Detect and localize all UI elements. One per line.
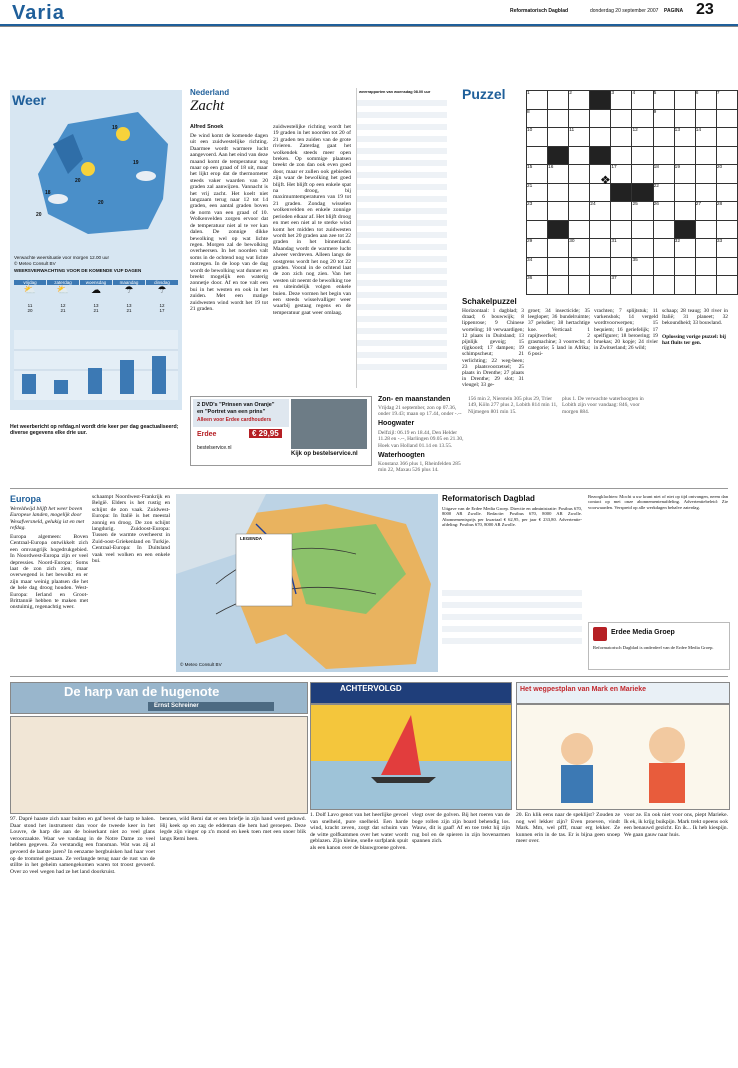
forecast-high: 21 [60, 308, 66, 313]
forecast-high: 20 [27, 308, 33, 313]
grid-cell[interactable]: 7 [716, 91, 737, 110]
puzzle-ornament-icon: ❖ [600, 173, 611, 187]
story-column: 1. Dolf Lavo genot van het heerlijke gevoel van snelheid, pure snelheid. Een harde wind, kracht zeven, zorgt dat schuim van de witte golfkammen over het water wordt geblazen. Zijn kleine, snelle surfplank spuit als een kanon over de blauwgroene golven. [310, 812, 408, 851]
grid-cell[interactable]: 16 [548, 165, 569, 184]
grid-cell[interactable] [695, 165, 716, 184]
grid-cell[interactable] [569, 146, 590, 165]
advertisement[interactable] [190, 396, 372, 466]
grid-cell[interactable] [632, 109, 653, 128]
table-title: weerrapporten van woensdag 08.00 uur [359, 90, 431, 94]
schakel-title: Schakelpuzzel [462, 297, 517, 306]
europa-lead: Wereldwijd blijft het weer boven Europese landen, mogelijk door Wesafversneld, gelukig ist en met refdag. [10, 506, 85, 532]
table-row [357, 364, 447, 370]
forecast-day-label: dinsdag [146, 280, 178, 285]
grid-cell[interactable] [653, 239, 674, 258]
section-title: Varia [12, 2, 65, 24]
erdee-logo-box [588, 622, 730, 670]
grid-cell[interactable] [548, 202, 569, 221]
forecast-day [47, 280, 79, 313]
partly-cloudy-icon: ⛅ [23, 285, 37, 296]
grid-cell[interactable]: 11 [569, 128, 590, 147]
table-row [357, 292, 447, 298]
strip-title: De harp van de hugenote [64, 684, 220, 699]
grid-cell[interactable]: 37 [611, 276, 632, 295]
erdee-logo-desc: Reformatorisch Dagblad is onderdeel van de Erdee Media Groep. [593, 645, 714, 650]
ad-brand: Erdee [197, 431, 217, 438]
grid-cell[interactable]: 1 [527, 91, 548, 110]
grid-cell[interactable]: 17 [611, 165, 632, 184]
grid-cell[interactable] [611, 220, 632, 239]
forecast-day [146, 280, 178, 313]
grid-cell[interactable] [695, 183, 716, 202]
map-temp: 20 [75, 178, 81, 184]
map-note: Verwachte weersituatie voor morgen 12.00 uur [14, 255, 109, 260]
table-row [442, 626, 582, 632]
grid-cell[interactable] [611, 128, 632, 147]
table-row [357, 268, 447, 274]
grid-cell[interactable] [695, 109, 716, 128]
grid-cell[interactable]: 28 [716, 202, 737, 221]
grid-cell [590, 146, 611, 165]
crossword-grid[interactable] [526, 90, 738, 295]
forecast-title: WEERSVERWACHTING VOOR DE KOMENDE VIJF DAGEN [14, 268, 142, 273]
strip-illustration [517, 705, 729, 809]
grid-cell[interactable] [569, 202, 590, 221]
table-row [357, 208, 447, 214]
forecast-day [80, 280, 112, 313]
grid-cell[interactable] [695, 257, 716, 276]
grid-cell[interactable]: 26 [653, 202, 674, 221]
grid-cell[interactable] [632, 276, 653, 295]
grid-cell[interactable]: 34 [527, 257, 548, 276]
weather-note: Het weerbericht op refdag.nl wordt drie keer per dag geactualiseerd; diverse gegevens elke drie uur. [10, 424, 179, 436]
grid-cell[interactable] [548, 183, 569, 202]
table-row [357, 328, 447, 334]
character-face [561, 733, 593, 765]
rain-bar [22, 374, 36, 394]
grid-cell[interactable] [632, 165, 653, 184]
grid-cell[interactable]: 22 [653, 183, 674, 202]
table-row [357, 220, 447, 226]
story-column: 20. En klik eens naar de speklijst? Zouden ze nog wel lekker zijn? Even proeven, vindt Mark. Mm, wel pfff, maar erg lekker. Ze kunnen erin in de tas. Er is bijna geen snoep meer over. [516, 812, 620, 845]
grid-cell[interactable] [674, 109, 695, 128]
grid-cell[interactable] [632, 239, 653, 258]
strip-author: Ernst Schreiner [148, 702, 274, 711]
map-temp: 20 [36, 212, 42, 218]
grid-cell [611, 183, 632, 202]
nederland-kicker: Nederland [190, 88, 230, 97]
grid-cell[interactable]: 20 [716, 165, 737, 184]
grid-cell[interactable]: 36 [527, 276, 548, 295]
table-row [357, 244, 447, 250]
zon-column: 156 min 2, Nierstein 305 plus 29, Trier 149, Köln 277 plus 2, Lobith 814 min 11, Nijmegen 801 min 15. [468, 396, 558, 415]
table-row [357, 100, 447, 106]
table-row [357, 256, 447, 262]
sun-icon [81, 162, 95, 176]
legend-title: LEGENDA [240, 536, 263, 541]
grid-cell[interactable] [548, 257, 569, 276]
forecast-low: 12 [60, 303, 66, 308]
grid-cell[interactable]: 12 [632, 128, 653, 147]
grid-cell[interactable]: 10 [527, 128, 548, 147]
header-rule [0, 24, 738, 26]
grid-cell[interactable] [548, 239, 569, 258]
grid-cell[interactable]: 8 [527, 109, 548, 128]
five-day-forecast [14, 280, 178, 404]
sun-icon [116, 127, 130, 141]
grid-cell[interactable] [674, 257, 695, 276]
table-rows [357, 96, 447, 386]
grid-cell [548, 220, 569, 239]
grid-cell[interactable]: 21 [527, 183, 548, 202]
table-row [442, 614, 582, 620]
table-row [357, 352, 447, 358]
ad-headline: en "Portret van een prins" [197, 409, 266, 415]
grid-cell[interactable] [695, 146, 716, 165]
strip-title: ACHTERVOLGD [340, 684, 402, 693]
article-column: De wind komt de komende dagen uit een zuidwestelijke richting. Daarmee wordt warmere lucht aangevoerd. Aan het eind van deze maand komt de temperatuur nog maar op een graad of 18 uit, maar het lijkt erop dat de thermometer steeds vaker waarden van 20 graden zal aanwijzen. Vannacht is het vrij zacht. Het koelt niet langzaam terug naar 12 tot 14 graden, een aantal graden boven de norm van een graad of 10. Wolkenvelden zorgen ervoor dat de temperatuur niet al te ver kan dalen. De zonnige dikke bewolking wel op wat lichte regen. Morgen zal de bewolking overheersen. In het noorden valt soms in de ochtend nog wat lichte motregen. In de loop van de dag wordt de bewolking wat dunner en breekt mogelijk een waterig zonnetje door. Af en toe valt een bui in het westen en ook in het zuiden. Met een matige zuidwesten wind wordt het 19 tot 21 graden. [190, 133, 268, 312]
story-column: bennen, wild Remi dat er een briefje in zijn hand werd geduwd. Hij keek op en zag de eddeman die hem had geroepen. Deze legde zijn vinger op z'n mond en keek toen met een snoer blik langs Remi heen. [160, 816, 306, 842]
grid-cell[interactable] [569, 220, 590, 239]
erdee-logo-text: Erdee Media Groep [611, 629, 675, 636]
waterhoogten-title: Waterhoogten [378, 452, 425, 459]
ad-headline: 2 DVD's "Prinsen van Oranje" [197, 402, 275, 408]
forecast-day [113, 280, 145, 313]
strip-panel [310, 704, 512, 810]
article-column: zuidwestelijke richting wordt het 19 graden in het noorden tot 20 of 21 graden ten zuiden van de grote rivieren. Zaterdag gaat het wolkendek steeds meer open breken. Op sommige plaatsen breekt de zon dan ook even goed door, maar er zullen ook gebieden zijn waar de bewolking het goed blijft. Het blijft op een enkele spat na droog, bij maximumtemperaturen van 19 tot 21 graden. Zondag wisselen wolkenvelden en enkele zonnige perioden elkaar af. Het blijft droog en met een niet al te sterke wind komt het midden tot zuidwesten wordt het 20 graden aan zee tot 22 graden in het binnenland. Maandag wordt de warmere lucht alweer verdreven. Alleen langs de oostgrens wordt het nog 20 tot 22 graden. Vooral in de ochtend laat de zon zich nog zien. Van het westen uit neemt de bewolking toe en uiteindelijk volgen enkele buien. Deze vormen het begin van een steeds wisselvalliger weer waarbij gestaag regens en de temperatuur gaat weer omlaag. [273, 124, 351, 316]
hoogwater-text: Delfzijl: 06.19 en 18.44, Den Helder 11.28 en -.--, Harlingen 09.05 en 21.30, Hoek van Holland 01.14 en 13.55. [378, 430, 464, 449]
table-row [357, 196, 447, 202]
grid-cell[interactable] [611, 109, 632, 128]
grid-cell[interactable] [590, 257, 611, 276]
grid-cell[interactable]: 30 [569, 239, 590, 258]
story-column: 97. Dapré haaste zich naar buiten en gaf bevel de harp te halen. Daar stond het instrument dan voor de tweede keer in het Louvre, de harp die aan de boiserkant niet zo veel glans veroorzaakte. Waar we vandaag in de Notre Dame zo veel hebben gegeven. Zo verstandig een fransman. Wat was zij al gevoerd de laatste jaren? In eenzame bergbuisken had haar voet op de trommel gestaan. Ze verlangde terug naar de rust van de stillte in het geheim samengekomen waren tot troost gevoerd. Over zo veel wegen had ze het land doorkruist. [10, 816, 155, 875]
map-temp: 19 [133, 160, 139, 166]
character-face [649, 727, 685, 763]
ad-subline: Alleen voor Erdee cardhouders [197, 417, 272, 423]
grid-cell[interactable] [716, 128, 737, 147]
grid-cell [548, 146, 569, 165]
table-row [442, 602, 582, 608]
grid-cell[interactable]: 4 [632, 91, 653, 110]
grid-cell[interactable] [653, 128, 674, 147]
table-row [357, 136, 447, 142]
grid-cell[interactable] [653, 146, 674, 165]
page-number: 23 [696, 1, 714, 18]
grid-cell[interactable] [674, 91, 695, 110]
rain-bar [152, 356, 166, 394]
grid-cell[interactable] [590, 276, 611, 295]
grid-cell [632, 183, 653, 202]
weather-report-table [356, 88, 447, 388]
puzzle-clues: schaap; 28 teaug; 30 river in Italië; 31 planeet; 32 bekoundheid; 33 bouwland. [662, 308, 728, 327]
section-divider [10, 488, 728, 489]
grid-cell[interactable]: 3 [611, 91, 632, 110]
story-column: vlegt over de golven. Bij het roeren van de boge rollen zijn zijn board behendig los. Wauw, dit is gaaf! Af en toe trekt hij zijn rug bol en de spieren in zijn bovenarmen spannen zich. [412, 812, 510, 845]
partly-cloudy-icon: ⛅ [56, 285, 70, 296]
article-title: Zacht [190, 98, 225, 114]
table-row [357, 148, 447, 154]
cloud-icon: ☁ [91, 285, 101, 296]
grid-cell[interactable]: 6 [695, 91, 716, 110]
forecast-high: 17 [159, 308, 165, 313]
grid-cell[interactable]: 33 [716, 239, 737, 258]
forecast-low: 11 [27, 303, 33, 308]
strip-panel [10, 716, 308, 814]
table-row [357, 280, 447, 286]
grid-cell[interactable] [695, 276, 716, 295]
grid-cell[interactable] [674, 276, 695, 295]
character-body [649, 763, 685, 803]
table-row [357, 160, 447, 166]
forecast-high: 21 [93, 308, 99, 313]
table-row [442, 638, 582, 644]
grid-cell[interactable] [716, 257, 737, 276]
forecast-low: 13 [93, 303, 99, 308]
table-row [442, 590, 582, 596]
character-body [561, 765, 593, 803]
forecast-high: 21 [126, 308, 132, 313]
map-credit: © Meteo Consult BV [14, 261, 56, 266]
grid-cell [590, 91, 611, 110]
grid-cell[interactable] [674, 202, 695, 221]
grid-cell[interactable]: 32 [674, 239, 695, 258]
grid-cell[interactable] [653, 220, 674, 239]
story-column: voor ze. En ook niet voor ons, piept Marieke. Ik ek, ik krijg buikpijn. Mark trekt opeens ook een benauwd gezicht. En ik... Ik heb kiespijn. We gaan gauw naar huis. [624, 812, 728, 838]
issue-date: donderdag 20 september 2007 [590, 8, 659, 14]
rain-icon: ☂ [124, 285, 134, 296]
grid-cell[interactable] [674, 146, 695, 165]
table-row [357, 304, 447, 310]
grid-cell[interactable]: 31 [611, 239, 632, 258]
grid-cell[interactable]: 27 [695, 202, 716, 221]
strip-panel [516, 704, 730, 810]
colofon-text: Bezorgklachten: Mocht u uw krant niet of niet op tijd ontvangen, neem dan contact op met onze abonnementenafdeling. Advertentiebeleid: Zie voorwaarden. Verspreid op alle werkdagen behalve zaterdag. [588, 494, 728, 510]
ad-cta[interactable]: Kijk op bestelservice.nl [291, 451, 358, 457]
grid-cell[interactable] [716, 109, 737, 128]
colofon-title: Reformatorisch Dagblad [442, 494, 535, 503]
table-row [357, 112, 447, 118]
sail [381, 715, 421, 775]
grid-cell[interactable] [590, 239, 611, 258]
section-divider [10, 676, 728, 677]
page-label: PAGINA [664, 8, 684, 14]
forecast-graphics [14, 330, 178, 400]
cloud-icon [48, 194, 68, 204]
grid-cell[interactable] [548, 276, 569, 295]
puzzle-title: Puzzel [462, 86, 506, 102]
grid-cell[interactable] [611, 257, 632, 276]
grid-cell [674, 220, 695, 239]
grid-cell[interactable] [653, 276, 674, 295]
table-row [357, 340, 447, 346]
europa-column: Europa algemeen: Boven Centraal-Europa ontwikkelt zich een omvangrijk hogedrukgebied. In Noordwest-Europa zijn er veel depressies. Noord-Europa: Soms laat de zon zich zien, maar overwegend is het bewolkt en er zijn maar weinig plaatsen die het de hele dag droog houden. West-Europa: Ierland en Groot-Brittannië hebben te maken met onstuimig, regenachtig weer. [10, 534, 88, 611]
grid-cell[interactable]: 19 [674, 165, 695, 184]
grid-cell[interactable]: 23 [527, 202, 548, 221]
europa-kicker: Europa [10, 494, 42, 504]
grid-cell[interactable] [632, 220, 653, 239]
forecast-low: 13 [126, 303, 132, 308]
colofon-text: Uitgave van de Erdee Media Groep. Directie en administratie: Postbus 670, 8000 AR Zwolle. Redactie: Postbus 670, 8000 AR Zwolle. Abonnementsprijs per kwartaal € 62,95, per jaar € 233,80. Advertentie-afdeling: Postbus 670, 8000 AR Zwolle. [442, 506, 582, 528]
grid-cell[interactable] [590, 109, 611, 128]
grid-cell[interactable]: 13 [674, 128, 695, 147]
grid-cell[interactable] [569, 183, 590, 202]
grid-cell[interactable]: 24 [590, 202, 611, 221]
forecast-day-label: maandag [113, 280, 145, 285]
grid-cell[interactable]: 18 [653, 165, 674, 184]
rain-icon: ☂ [157, 285, 167, 296]
grid-cell[interactable] [569, 109, 590, 128]
europa-column: schaampt Noordwest-Frankrijk en België. Elders is het rustig en schijnt de zon vaak. Zuidwest-Europa: In Italië is het meestal zonnig en droog. De zon schijnt langdurig. Zuidoost-Europa: Tussen de warmte overheerst in Zuid-oost-Griekenland en Turkije. Centraal-Europa: In Duitsland vaak veel wolken en een enkele bui. [92, 494, 170, 565]
hoogwater-title: Hoogwater [378, 420, 415, 427]
grid-cell[interactable] [527, 220, 548, 239]
puzzle-clues: vrachten; 7 splijtstuk; 11 varkenshok; 14 vergeld wordtvoorwerpen; 15 bequiem; 16 geriefelijk; 17 spelfigurer; 18 beroering; 19 bruekas; 20 kopje; 24 rivier in Zwitserland; 26 wild; [594, 308, 658, 352]
grid-cell[interactable] [548, 128, 569, 147]
grid-cell[interactable] [695, 220, 716, 239]
grid-cell[interactable] [716, 276, 737, 295]
weather-title: Weer [12, 92, 46, 108]
strip-illustration [311, 705, 511, 809]
zon-title: Zon- en maanstanden [378, 396, 451, 403]
grid-cell[interactable]: 25 [632, 202, 653, 221]
grid-cell[interactable] [548, 109, 569, 128]
grid-cell[interactable] [716, 183, 737, 202]
cloud-icon [136, 171, 156, 181]
waterhoogten-text: Konstanz 366 plus 1, Rheinfelden 285 min 22, Maxau 526 plus 14. [378, 461, 461, 474]
grid-cell[interactable] [632, 146, 653, 165]
zon-text: Vrijdag 21 september, zon op 07.36, onder 19.43; maan op 17.44, onder -.-- [378, 405, 462, 418]
article-author: Alfred Snoek [190, 124, 224, 130]
grid-cell[interactable] [590, 128, 611, 147]
europe-weather-map [176, 494, 438, 672]
rain-bar [88, 368, 102, 394]
grid-cell[interactable]: 15 [527, 165, 548, 184]
grid-cell[interactable]: 29 [527, 239, 548, 258]
tarievenlijst-table [442, 590, 582, 644]
grid-cell[interactable] [695, 239, 716, 258]
forecast-day-label: vrijdag [14, 280, 46, 285]
grid-cell[interactable] [569, 276, 590, 295]
europe-map-credit: © Meteo Consult BV [180, 662, 222, 667]
grid-cell[interactable] [590, 220, 611, 239]
ad-price: € 29,95 [249, 429, 282, 438]
grid-cell[interactable] [674, 183, 695, 202]
grid-cell[interactable] [611, 202, 632, 221]
grid-cell[interactable] [548, 91, 569, 110]
grid-cell[interactable] [716, 220, 737, 239]
erdee-logo-icon [593, 627, 607, 641]
table-row [357, 124, 447, 130]
map-temp: 18 [45, 190, 51, 196]
grid-cell[interactable] [611, 146, 632, 165]
rain-bar [54, 380, 68, 394]
grid-cell[interactable] [653, 257, 674, 276]
map-temp: 19 [112, 125, 118, 131]
zon-column: plus 1. De verwachte waterhoogten in Lobith zijn voor vandaag: 846, voor morgen 884. [562, 396, 644, 415]
grid-cell[interactable]: 2 [569, 91, 590, 110]
forecast-day-label: zaterdag [47, 280, 79, 285]
grid-cell[interactable]: 14 [695, 128, 716, 147]
forecast-low: 12 [159, 303, 165, 308]
table-row [357, 232, 447, 238]
grid-cell[interactable] [569, 165, 590, 184]
table-row [357, 172, 447, 178]
table-row [357, 184, 447, 190]
grid-cell[interactable] [527, 146, 548, 165]
masthead-name: Reformatorisch Dagblad [510, 8, 569, 14]
forecast-day [14, 280, 46, 313]
grid-cell[interactable]: 9 [653, 109, 674, 128]
forecast-day-label: woensdag [80, 280, 112, 285]
puzzle-clues: Horizontaal: 1 dagblad; 3 draad; 6 bouwwijk; 8 lippenrose; 9 Chinese worteling; 10 verwaardigen; 12 plaats in Duitsland; 13 pijnlijk gevoig; 15 rijgkoord; 17 dampen; 19 schimpscheut; 21 verlichting; 22 weg-been; 23 plaatsvoorzetsel; 25 plaats in Drenthe; 27 plaats in Drenthe; 29 slot; 31 vleugel; 33 ge- [462, 308, 524, 389]
grid-cell[interactable] [716, 146, 737, 165]
ad-site: bestelservice.nl [197, 445, 232, 451]
grid-cell[interactable]: 35 [632, 257, 653, 276]
map-temp: 20 [98, 200, 104, 206]
surfboard [371, 777, 436, 783]
ad-photo [291, 399, 367, 449]
rain-bar [120, 360, 134, 394]
grid-cell[interactable]: 5 [653, 91, 674, 110]
strip-title: Het wegpestplan van Mark en Marieke [520, 686, 647, 693]
puzzle-solution: Oplossing vorige puzzel: bij hat fluits ter gen. [662, 334, 726, 347]
puzzle-clues: groet; 34 insecticide; 35 leegloper; 36 bundelruimte; 37 pelsdier; 38 hertachtige koe. Verticaal: 1 rapijtwerfsel; 2 grasmachine; 3 voorrecht; 4 categorie; 5 land in Afrika; 6 posi- [528, 308, 590, 358]
legend-box [236, 534, 292, 606]
table-row [357, 316, 447, 322]
netherlands-map [28, 104, 178, 244]
grid-cell[interactable] [569, 257, 590, 276]
